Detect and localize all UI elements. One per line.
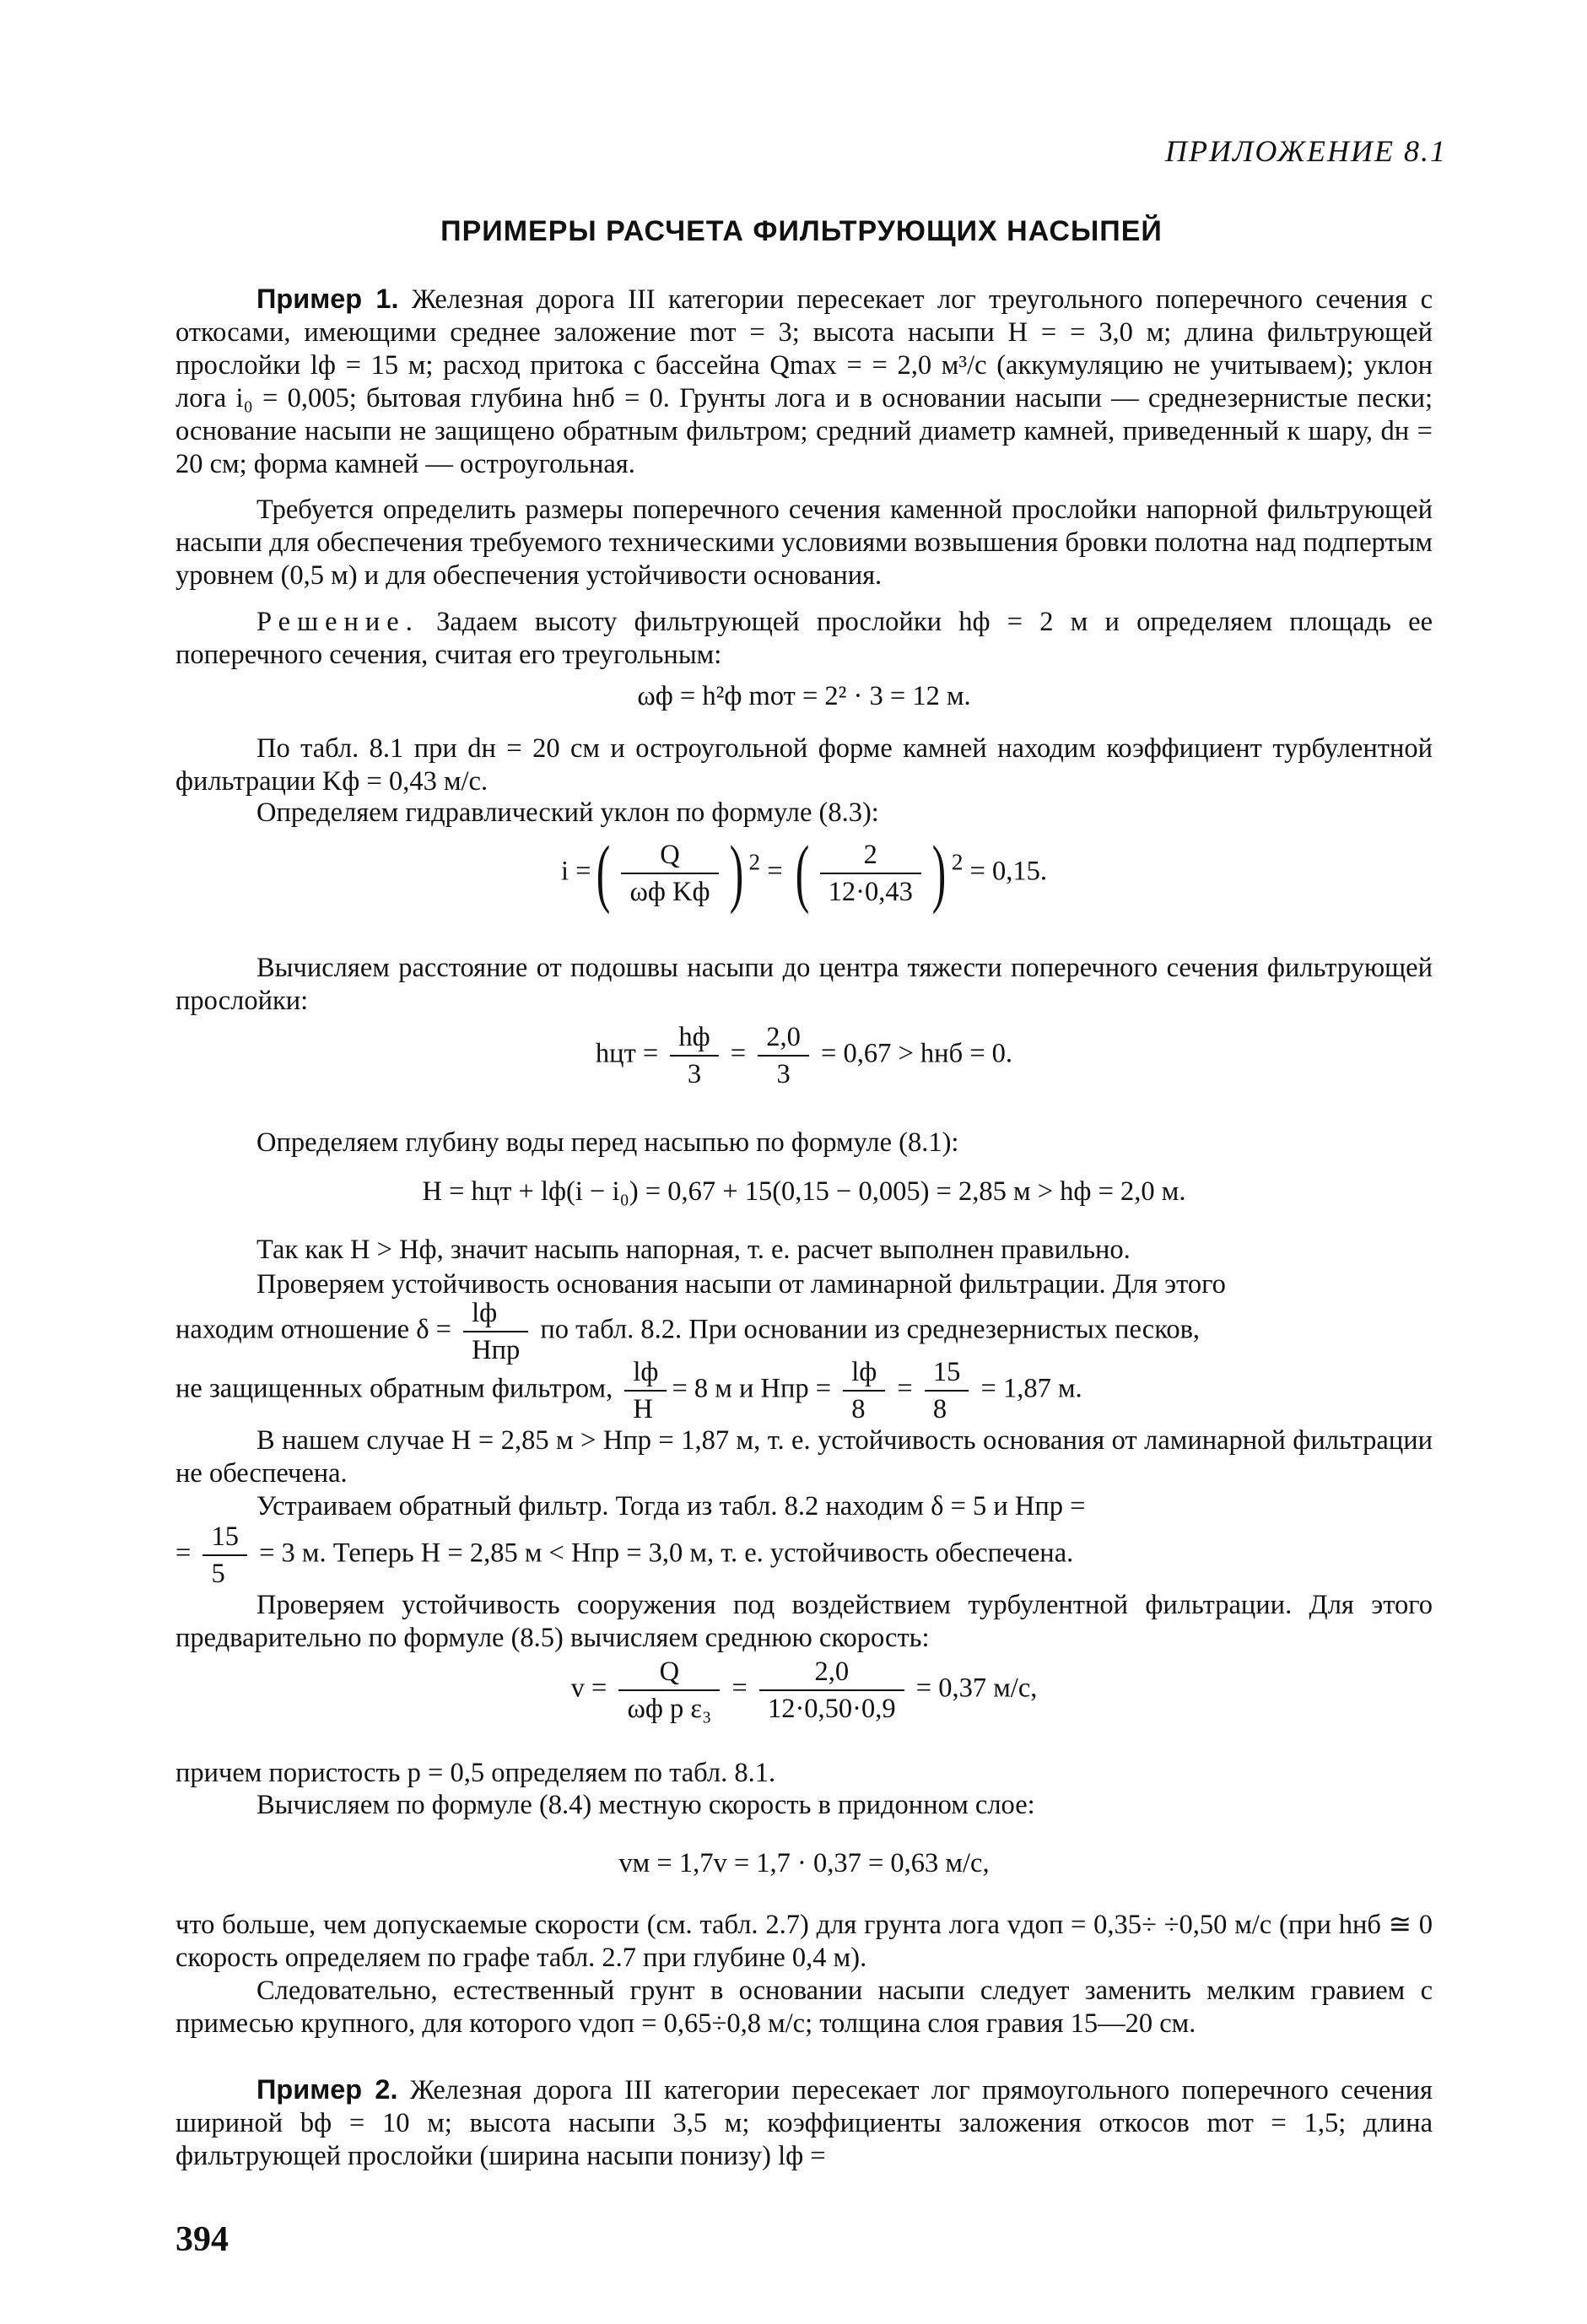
reverse-filter-line: = $\frac{15}{5}$ = 3 м. Теперь H = 2,85 м < Hпр = 3,0 м, т. е. устойчивость обеспечена. bbox=[175, 1519, 1433, 1592]
reverse-filter-paragraph: Устраиваем обратный фильтр. Тогда из табл. 8.2 находим δ = 5 и Hпр = bbox=[256, 1491, 1086, 1521]
turbulent-check-paragraph: Проверяем устойчивость сооружения под воздействием турбулентной фильтрации. Для этого предварительно по формуле (8.5) вычисляем среднюю скорость: bbox=[175, 1590, 1433, 1653]
solution-paragraph bbox=[175, 606, 1433, 672]
permissible-velocity-paragraph: что больше, чем допускаемые скорости (см. табл. 2.7) для грунта лога vдоп = 0,35÷ ÷0,50 м/с (при hнб ≅ 0 скорость определяем по графе табл. 2.7 при глубине 0,4 м). bbox=[175, 1910, 1433, 1973]
formula-local-velocity: vм = 1,7v = 1,7 · 0,37 = 0,63 м/с, bbox=[618, 1848, 990, 1878]
example-2-text: Железная дорога III категории пересекает лог прямоугольного поперечного сечения шириной bф = 10 м; высота насыпи 3,5 м; коэффициенты заложения откосов mот = 1,5; длина фильтрующей прослойки (ширина насыпи понизу) lф = bbox=[175, 2075, 1433, 2171]
fraction bbox=[758, 1019, 809, 1092]
example-1-label: Пример 1. bbox=[256, 284, 399, 314]
laminar-check-paragraph: Проверяем устойчивость основания насыпи от ламинарной фильтрации. Для этого bbox=[256, 1269, 1226, 1300]
example-2-paragraph bbox=[175, 2073, 1433, 2173]
solution-text: Задаем высоту фильтрующей прослойки hф = 2 м и определяем площадь ее поперечного сечения, считая его треугольным: bbox=[175, 607, 1433, 670]
denominator: 8 bbox=[851, 1394, 866, 1424]
solution-label: Решение. bbox=[256, 607, 419, 637]
formula-area: ωф = h²ф mот = 2² · 3 = 12 м. bbox=[637, 681, 971, 711]
example-2-label: Пример 2. bbox=[256, 2074, 398, 2105]
ratio-post: по табл. 8.2. При основании из среднезернистых песков, bbox=[540, 1314, 1201, 1345]
fraction bbox=[820, 837, 921, 910]
reverse-filter-post: = 3 м. Теперь H = 2,85 м < Hпр = 3,0 м, т. е. устойчивость обеспечена. bbox=[259, 1538, 1074, 1569]
fraction bbox=[202, 1519, 247, 1592]
porosity-paragraph: причем пористость p = 0,5 определяем по табл. 8.1. bbox=[175, 1758, 776, 1788]
page-number: 394 bbox=[175, 2220, 229, 2259]
denominator: 3 bbox=[687, 1059, 702, 1089]
unprotected-pre: не защищенных обратным фильтром, bbox=[175, 1373, 613, 1404]
numerator: 15 bbox=[202, 1519, 247, 1556]
fraction bbox=[670, 1019, 718, 1092]
appendix-header: ПРИЛОЖЕНИЕ 8.1 bbox=[1165, 134, 1447, 168]
formula-rhs: = 0,37 м/с, bbox=[915, 1673, 1038, 1704]
stability-not-ensured-paragraph: В нашем случае H = 2,85 м > Hпр = 1,87 м, т. е. устойчивость основания от ламинарной фильтрации не обеспечена. bbox=[175, 1425, 1433, 1489]
formula-mean-velocity: v = $\frac{Q}{\text{ωф p ε₃}}$ = $\frac{2,0}{12\cdot 0,50\cdot 0,9}$ = 0,37 м/с, bbox=[175, 1654, 1433, 1727]
numerator: hф bbox=[670, 1019, 718, 1057]
numerator: Q bbox=[618, 1654, 720, 1691]
denominator: Hпр bbox=[472, 1335, 521, 1365]
numerator: Q bbox=[621, 837, 718, 874]
example-1-text: Железная дорога III категории пересекает лог треугольного поперечного сечения с откосами, имеющими среднее заложение mот = 3; высота насыпи H = = 3,0 м; длина фильтрующей прослойки lф = 15 м; расход притока с бассейна Qmax = = 2,0 м³/с (аккумуляцию не учитываем); уклон лога i₀ = 0,005; бытовая глубина hнб = 0. Грунты лога и в основании насыпи — среднезернистые пески; основание насыпи не защищено обратным фильтром; средний диаметр камней, приведенный к шару, dн = 20 см; форма камней — остроугольная. bbox=[175, 284, 1433, 479]
formula-water-depth: H = hцт + lф(i − i₀) = 0,67 + 15(0,15 − 0,005) = 2,85 м > hф = 2,0 м. bbox=[422, 1176, 1186, 1207]
square-exponent: 2 bbox=[951, 849, 964, 875]
hydraulic-slope-paragraph: Определяем гидравлический уклон по формуле (8.3): bbox=[256, 797, 879, 828]
numerator: lф bbox=[843, 1354, 885, 1392]
formula-rhs: = 0,67 > hнб = 0. bbox=[821, 1038, 1013, 1069]
fraction bbox=[759, 1654, 904, 1727]
denominator: 12·0,50·0,9 bbox=[767, 1694, 896, 1724]
unprotected-post: = 1,87 м. bbox=[980, 1373, 1082, 1404]
pressure-paragraph: Так как H > Hф, значит насыпь напорная, т. е. расчет выполнен правильно. bbox=[256, 1235, 1131, 1265]
formula-lhs: i = bbox=[560, 856, 591, 887]
numerator: 15 bbox=[925, 1354, 969, 1392]
denominator: H bbox=[633, 1394, 653, 1424]
fraction bbox=[618, 1654, 720, 1727]
example-1-paragraph bbox=[175, 283, 1433, 481]
denominator: ωф Kф bbox=[629, 877, 710, 907]
formula-lhs: v = bbox=[570, 1673, 607, 1704]
requirement-paragraph: Требуется определить размеры поперечного сечения каменной прослойки напорной фильтрующей насыпи для обеспечения требуемого техническими условиями возвышения бровки полотна над подпертым уровнем (0,5 м) и для обеспечения устойчивости основания. bbox=[175, 495, 1433, 591]
fraction bbox=[925, 1354, 969, 1427]
fraction bbox=[621, 837, 718, 910]
formula-lhs: hцт = bbox=[595, 1038, 659, 1069]
denominator: 8 bbox=[932, 1394, 947, 1424]
formula-rhs: = 0,15. bbox=[969, 856, 1047, 887]
denominator: 3 bbox=[776, 1059, 791, 1089]
numerator: lф bbox=[463, 1295, 528, 1332]
denominator: 5 bbox=[211, 1559, 225, 1589]
fraction bbox=[624, 1354, 667, 1427]
water-depth-paragraph: Определяем глубину воды перед насыпью по формуле (8.1): bbox=[256, 1127, 959, 1158]
numerator: 2,0 bbox=[758, 1019, 809, 1057]
denominator: 12·0,43 bbox=[828, 877, 913, 907]
conclusion-paragraph: Следовательно, естественный грунт в основании насыпи следует заменить мелким гравием с примесью крупного, для которого vдоп = 0,65÷0,8 м/с; толщина слоя гравия 15—20 см. bbox=[175, 1975, 1433, 2039]
denominator: ωф p ε₃ bbox=[627, 1694, 712, 1724]
formula-center-height: hцт = $\frac{hф}{3}$ = $\frac{2,0}{3}$ = 0,67 > hнб = 0. bbox=[175, 1019, 1433, 1092]
numerator: lф bbox=[624, 1354, 667, 1392]
center-of-gravity-paragraph: Вычисляем расстояние от подошвы насыпи до центра тяжести поперечного сечения фильтрующей прослойки: bbox=[175, 953, 1433, 1016]
formula-hydraulic-slope: i =( $\frac{Q}{\text{ωф Kф}}$ ) $^2$ = ( $\frac{2}{12\cdot 0,43}$ ) $^2$ = 0,15. bbox=[560, 831, 1047, 915]
ratio-pre: находим отношение δ = bbox=[175, 1314, 451, 1345]
unprotected-line: не защищенных обратным фильтром, $\frac{lф}{H}$ = 8 м и Hпр = $\frac{lф}{8}$ = $\frac{15}{8}$ = 1,87 м. bbox=[175, 1354, 1433, 1427]
local-velocity-paragraph: Вычисляем по формуле (8.4) местную скорость в придонном слое: bbox=[256, 1790, 1035, 1820]
section-title: ПРИМЕРЫ РАСЧЕТА ФИЛЬТРУЮЩИХ НАСЫПЕЙ bbox=[440, 215, 1163, 247]
numerator: 2,0 bbox=[759, 1654, 904, 1691]
table-8-1-paragraph: По табл. 8.1 при dн = 20 см и остроугольной форме камней находим коэффициент турбулентной фильтрации Kф = 0,43 м/с. bbox=[175, 733, 1433, 797]
square-exponent: 2 bbox=[748, 849, 761, 875]
fraction bbox=[843, 1354, 885, 1427]
numerator: 2 bbox=[820, 837, 921, 874]
unprotected-mid: = 8 м и Hпр = bbox=[672, 1373, 832, 1404]
